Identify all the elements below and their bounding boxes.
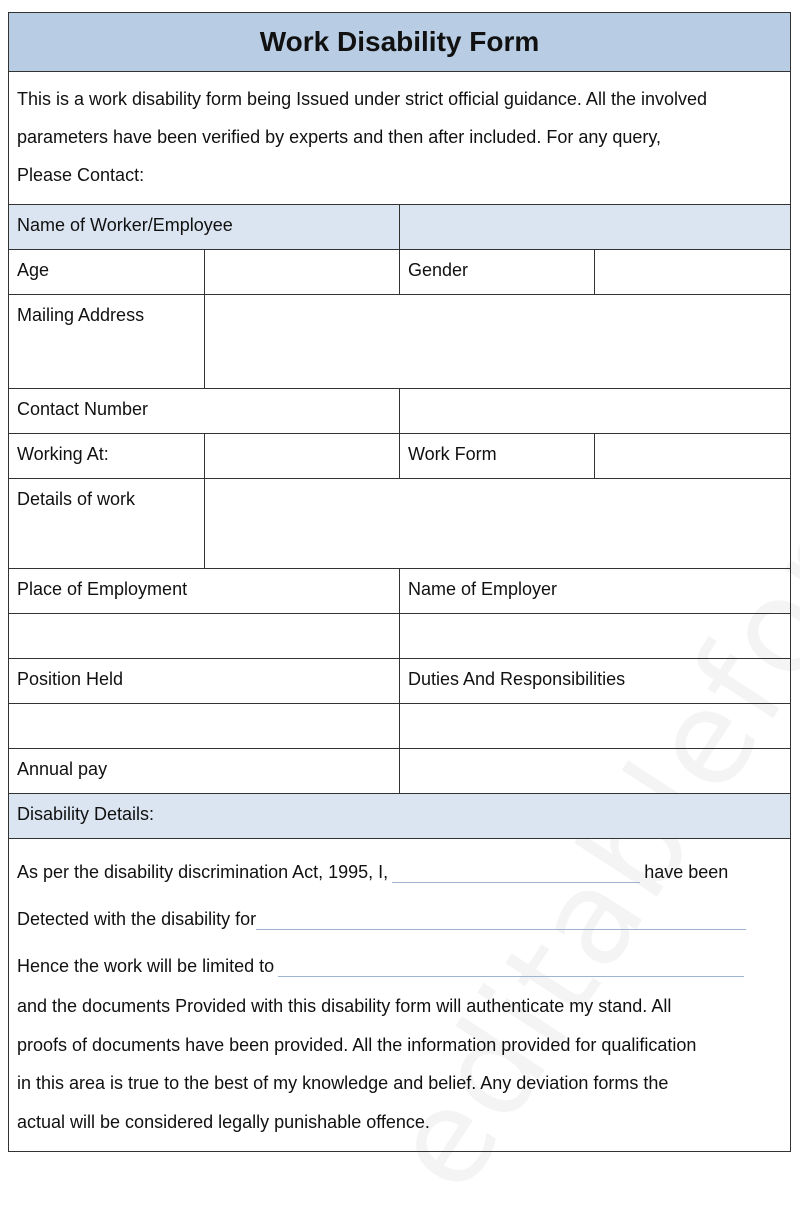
contact-number-label: Contact Number xyxy=(9,389,400,433)
name-row xyxy=(9,205,790,250)
intro-line-2: parameters have been verified by experts and then after included. For any query, xyxy=(17,127,662,147)
employment-label-row xyxy=(9,569,790,614)
declaration-line-4: actual will be considered legally punishable offence. xyxy=(17,1111,430,1132)
annual-pay-label: Annual pay xyxy=(9,749,400,793)
work-form-label: Work Form xyxy=(400,434,595,478)
declarant-name-blank[interactable] xyxy=(392,860,640,883)
detected-prefix: Detected with the disability for xyxy=(17,909,257,929)
disability-header-row xyxy=(9,794,790,839)
mailing-address-field[interactable] xyxy=(205,295,790,388)
age-label: Age xyxy=(9,250,205,294)
name-field[interactable] xyxy=(400,205,790,249)
position-held-label: Position Held xyxy=(9,659,400,703)
place-of-employment-label: Place of Employment xyxy=(9,569,400,613)
disability-details-row xyxy=(9,839,790,1151)
gender-label: Gender xyxy=(400,250,595,294)
name-of-employer-field[interactable] xyxy=(400,614,790,658)
mailing-address-row xyxy=(9,295,790,389)
limited-prefix: Hence the work will be limited to xyxy=(17,956,275,976)
working-at-field[interactable] xyxy=(205,434,400,478)
age-field[interactable] xyxy=(205,250,400,294)
duties-field[interactable] xyxy=(400,704,790,748)
disability-type-blank[interactable] xyxy=(256,907,746,930)
employment-field-row xyxy=(9,614,790,659)
declaration-line-1: and the documents Provided with this disability form will authenticate my stand. All xyxy=(17,996,672,1016)
disability-details xyxy=(9,839,790,1151)
declaration-line-3: in this area is true to the best of my knowledge and belief. Any deviation forms the xyxy=(17,1073,669,1093)
act-suffix: have been xyxy=(644,862,729,882)
details-of-work-row xyxy=(9,479,790,569)
gender-field[interactable] xyxy=(595,250,790,294)
act-prefix: As per the disability discrimination Act, 1995, I, xyxy=(17,862,389,882)
contact-number-field[interactable] xyxy=(400,389,790,433)
work-form-field[interactable] xyxy=(595,434,790,478)
intro-text xyxy=(9,72,790,205)
form-title: Work Disability Form xyxy=(9,13,790,72)
position-held-field[interactable] xyxy=(9,704,400,748)
disability-line-2 xyxy=(17,883,782,930)
disability-form xyxy=(8,12,791,1152)
working-at-label: Working At: xyxy=(9,434,205,478)
declaration-paragraph xyxy=(17,987,782,1141)
age-gender-row xyxy=(9,250,790,295)
mailing-address-label: Mailing Address xyxy=(9,295,205,388)
disability-line-1 xyxy=(17,847,782,883)
name-label: Name of Worker/Employee xyxy=(9,205,400,249)
annual-pay-row xyxy=(9,749,790,794)
details-of-work-field[interactable] xyxy=(205,479,790,568)
annual-pay-field[interactable] xyxy=(400,749,790,793)
disability-line-3 xyxy=(17,930,782,977)
disability-header: Disability Details: xyxy=(17,804,155,824)
duties-label: Duties And Responsibilities xyxy=(408,669,626,689)
place-of-employment-field[interactable] xyxy=(9,614,400,658)
name-of-employer-label: Name of Employer xyxy=(408,579,558,599)
intro-line-3: Please Contact: xyxy=(17,165,145,185)
intro-line-1: This is a work disability form being Issued under strict official guidance. All the involved xyxy=(17,89,708,109)
work-limit-blank[interactable] xyxy=(278,954,744,977)
working-row xyxy=(9,434,790,479)
position-field-row xyxy=(9,704,790,749)
position-label-row xyxy=(9,659,790,704)
details-of-work-label: Details of work xyxy=(9,479,205,568)
contact-row xyxy=(9,389,790,434)
declaration-line-2: proofs of documents have been provided. All the information provided for qualification xyxy=(17,1034,697,1055)
